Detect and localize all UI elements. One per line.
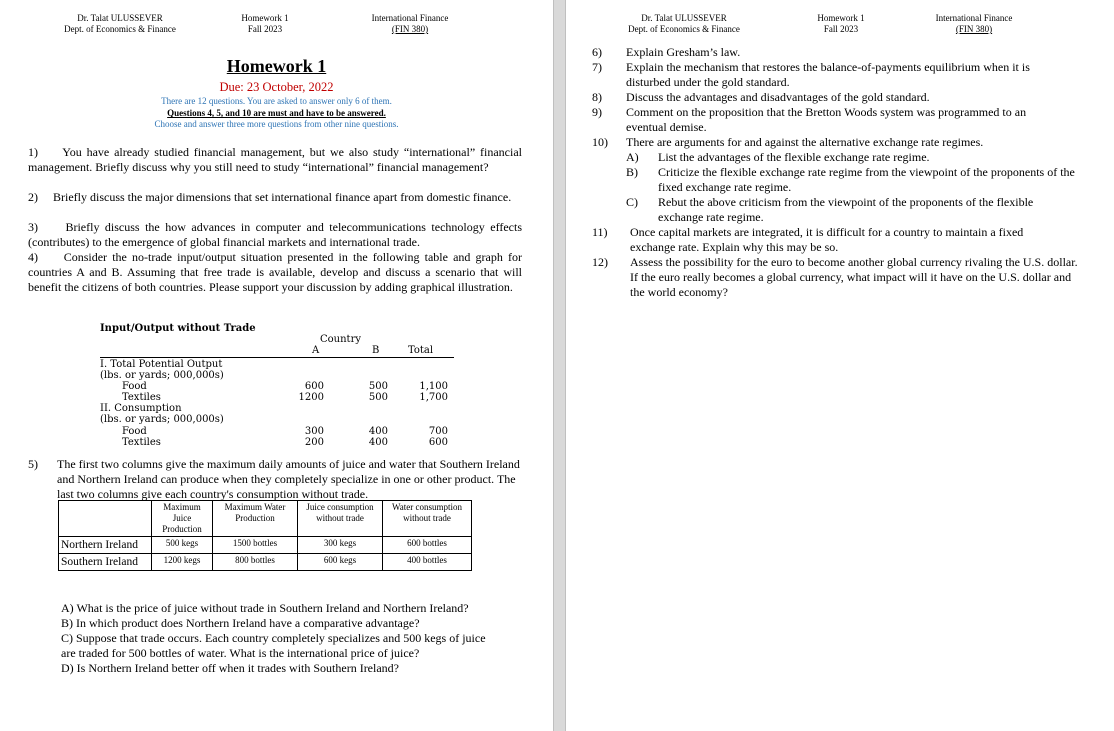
table-cell: 300 kegs xyxy=(298,537,383,554)
io-cell: 1,100 xyxy=(419,381,448,392)
table-cell: 1200 kegs xyxy=(152,554,213,571)
io-cell: 500 xyxy=(368,392,388,403)
io-section-1: I. Total Potential Output xyxy=(100,359,223,370)
io-col-a: A xyxy=(312,345,320,356)
question-1: 1) You have already studied financial management, but we also study “international” financial management. Briefly discuss why you still need to study “international” financial management? xyxy=(28,145,522,174)
document-page-left xyxy=(0,0,553,731)
header-homework: Homework 1 Fall 2023 xyxy=(241,13,289,34)
question-5b: B) In which product does Northern Ireland have a comparative advantage? xyxy=(61,616,420,630)
table-row xyxy=(59,537,472,554)
header-author: Dr. Talat ULUSSEVER Dept. of Economics & Finance xyxy=(64,13,176,34)
question-3: 3) Briefly discuss the how advances in computer and telecommunications technology effects (contributes) to the emergence of global financial markets and international trade. xyxy=(28,220,523,249)
table-header-cell: Maximum Water Production xyxy=(213,501,298,537)
io-section-2-units: (lbs. or yards; 000,000s) xyxy=(100,414,224,425)
question-2: 2) Briefly discuss the major dimensions that set international finance apart from domestic finance. xyxy=(28,190,512,204)
instructions-note: There are 12 questions. You are asked to answer only 6 of them. xyxy=(161,96,392,106)
table-cell: 600 kegs xyxy=(298,554,383,571)
io-cell: 500 xyxy=(368,381,388,392)
table-row-header: Northern Ireland xyxy=(59,537,152,554)
table-header-row xyxy=(59,501,472,537)
question-5-text: The first two columns give the maximum daily amounts of juice and water that Southern Ireland and Northern Ireland can produce when they completely specialize in one or other product. The last two columns give each country's consumption without trade. xyxy=(57,457,520,501)
io-row-label: Food xyxy=(122,426,147,437)
io-table-title: Input/Output without Trade xyxy=(100,323,256,334)
question-5c: C) Suppose that trade occurs. Each country completely specializes and 500 kegs of juice are traded for 500 bottles of water. What is the international price of juice? xyxy=(61,631,486,660)
juice-water-table xyxy=(58,500,472,571)
io-cell: 600 xyxy=(304,381,324,392)
table-header-cell: Maximum Juice Production xyxy=(152,501,213,537)
io-cell: 1200 xyxy=(298,392,324,403)
mandatory-questions-note: Questions 4, 5, and 10 are must and have to be answered. xyxy=(167,108,386,118)
question-4: 4) Consider the no-trade input/output situation presented in the following table and graph for countries A and B. Assuming that free trade is available, develop and discuss a scenario that will benefit the citizens of both countries. Please support your discussion by adding graphical illustration. xyxy=(28,250,522,294)
table-cell: 500 kegs xyxy=(152,537,213,554)
io-country-label: Country xyxy=(320,334,362,345)
io-cell: 700 xyxy=(428,426,448,437)
due-date: Due: 23 October, 2022 xyxy=(219,80,334,94)
header-author: Dr. Talat ULUSSEVER Dept. of Economics & Finance xyxy=(628,13,740,34)
io-cell: 200 xyxy=(304,437,324,448)
io-row-label: Textiles xyxy=(122,392,161,403)
choose-questions-note: Choose and answer three more questions from other nine questions. xyxy=(154,119,399,129)
question-5a: A) What is the price of juice without trade in Southern Ireland and Northern Ireland? xyxy=(61,601,469,615)
page-gutter xyxy=(553,0,566,731)
homework-title: Homework 1 xyxy=(226,56,327,76)
table-corner-cell xyxy=(59,501,152,537)
header-course: International Finance (FIN 380) xyxy=(371,13,449,34)
io-cell: 400 xyxy=(368,426,388,437)
io-header-rule xyxy=(100,345,454,358)
io-row-label: Food xyxy=(122,381,147,392)
io-col-b: B xyxy=(372,345,380,356)
io-row-label: Textiles xyxy=(122,437,161,448)
io-cell: 1,700 xyxy=(419,392,448,403)
table-row xyxy=(59,554,472,571)
io-cell: 400 xyxy=(368,437,388,448)
table-cell: 800 bottles xyxy=(213,554,298,571)
table-cell: 400 bottles xyxy=(383,554,472,571)
table-header-cell: Juice consumption without trade xyxy=(298,501,383,537)
header-homework: Homework 1 Fall 2023 xyxy=(817,13,865,34)
question-5d: D) Is Northern Ireland better off when it trades with Southern Ireland? xyxy=(61,661,399,675)
io-section-2: II. Consumption xyxy=(100,403,182,414)
question-5-number: 5) xyxy=(28,457,38,471)
table-header-cell: Water consumption without trade xyxy=(383,501,472,537)
io-cell: 300 xyxy=(304,426,324,437)
table-cell: 600 bottles xyxy=(383,537,472,554)
table-row-header: Southern Ireland xyxy=(59,554,152,571)
io-section-1-units: (lbs. or yards; 000,000s) xyxy=(100,370,224,381)
io-cell: 600 xyxy=(428,437,448,448)
io-col-total: Total xyxy=(408,345,434,356)
header-course: International Finance (FIN 380) xyxy=(935,13,1013,34)
table-cell: 1500 bottles xyxy=(213,537,298,554)
